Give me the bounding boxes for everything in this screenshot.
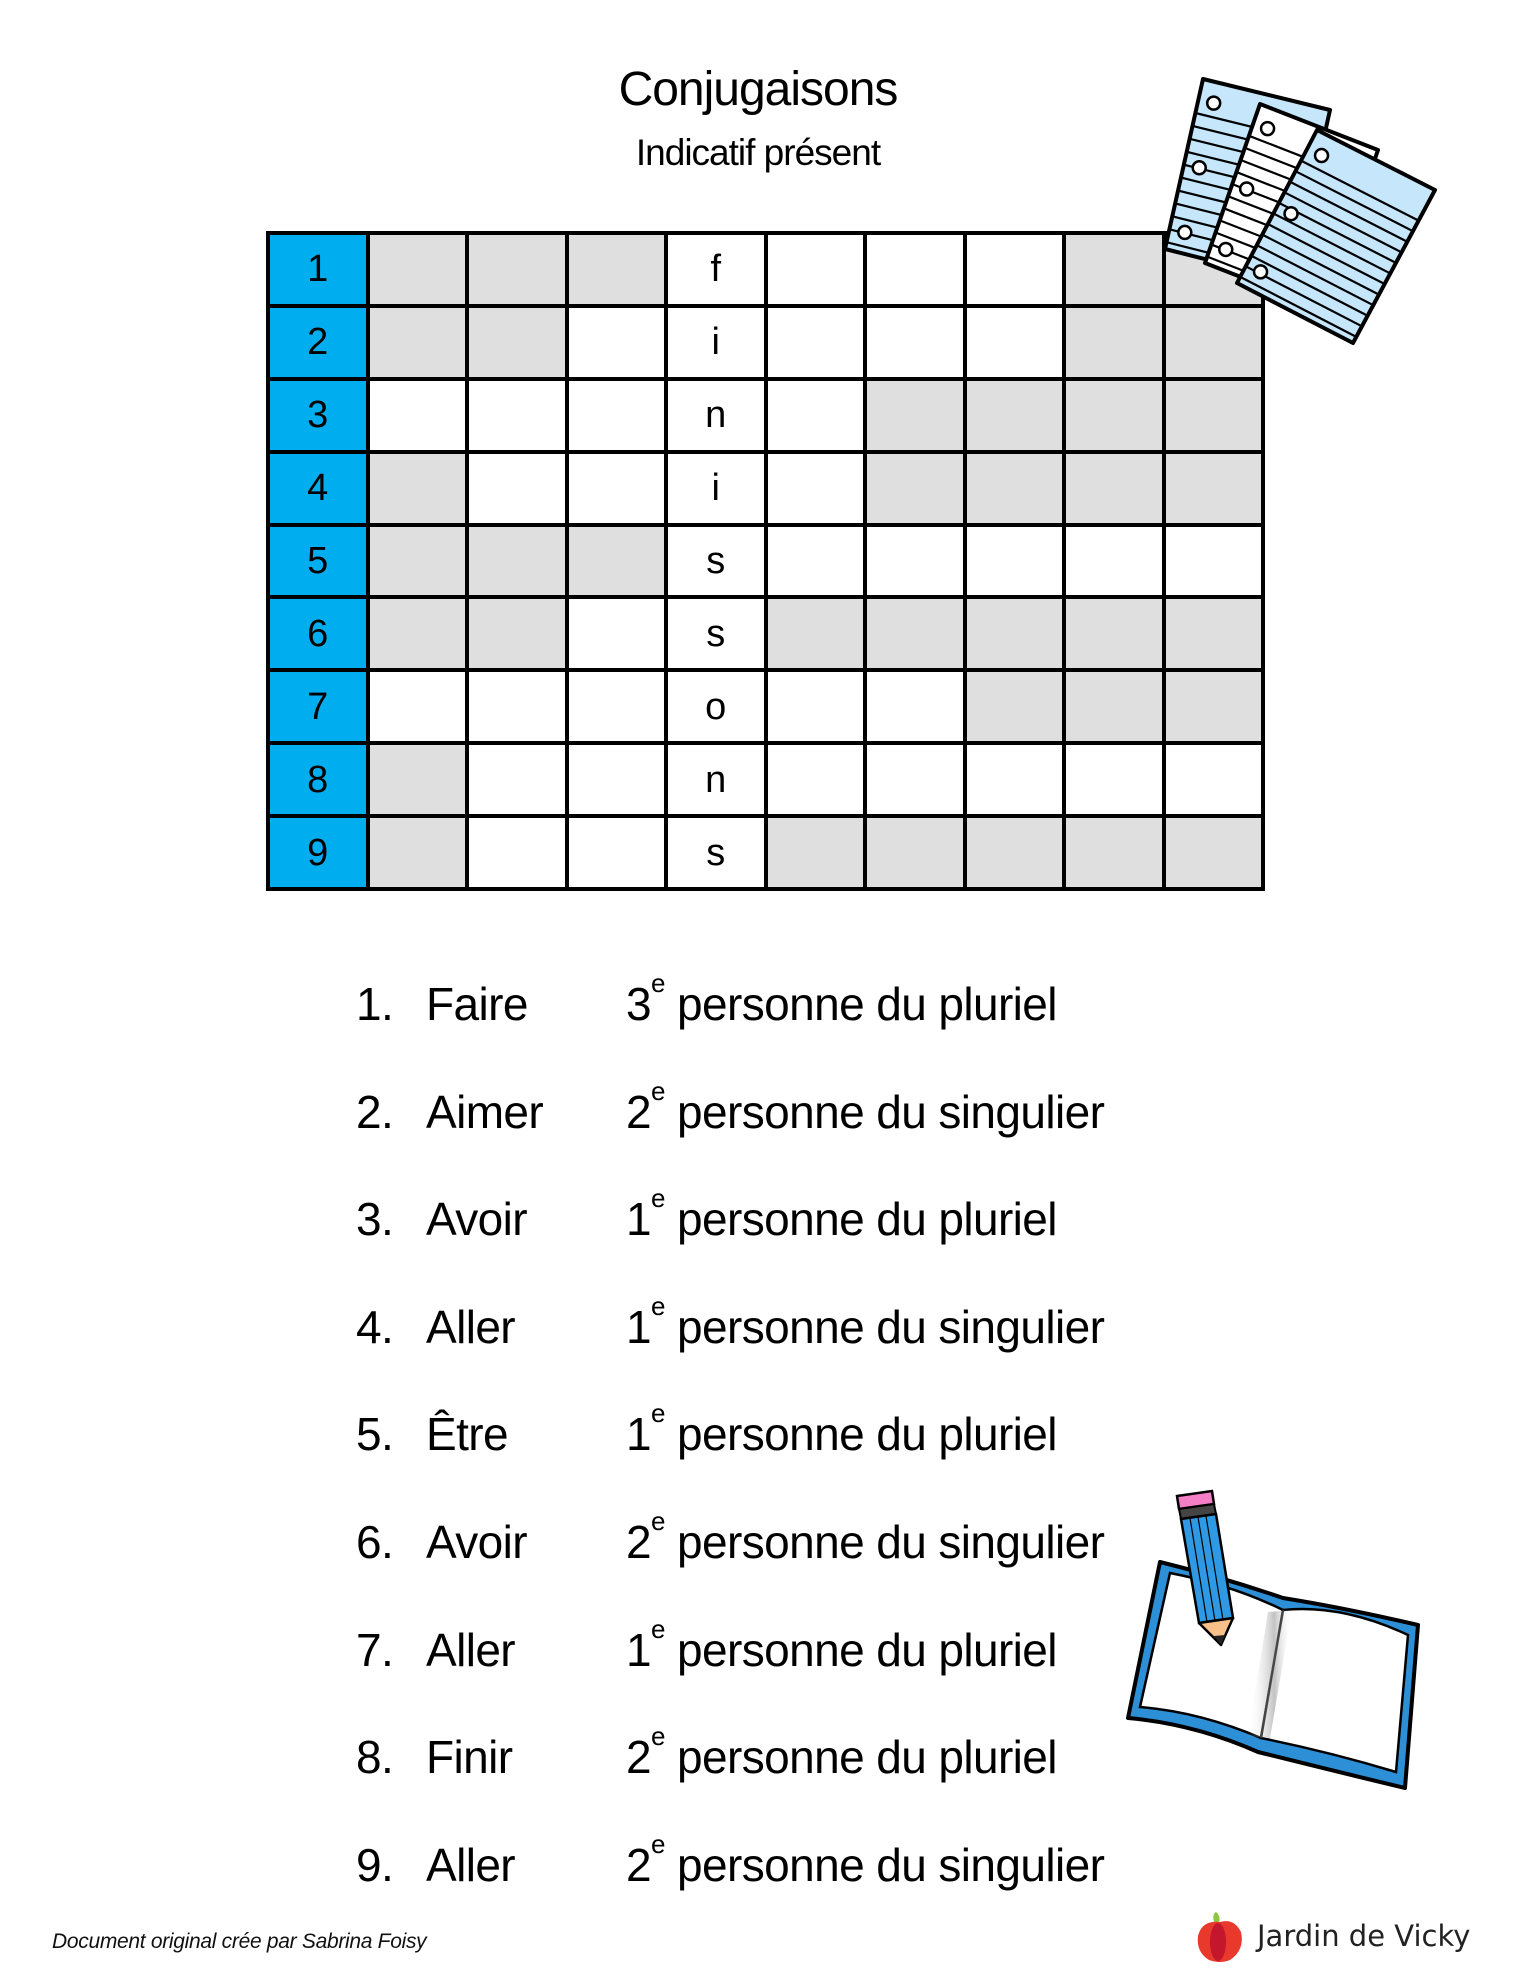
clue-number: 6. xyxy=(356,1516,394,1568)
clue-verb: Aimer xyxy=(426,1085,544,1138)
answer-cell[interactable] xyxy=(867,235,963,304)
row-number: 6 xyxy=(270,599,366,668)
given-letter-cell: n xyxy=(668,381,764,450)
clue-ordinal: 1 xyxy=(626,1193,651,1246)
blocked-cell xyxy=(867,454,963,523)
clue-item xyxy=(0,1398,1100,1461)
clue-item xyxy=(0,1828,1105,1892)
answer-cell[interactable] xyxy=(768,308,864,377)
row-number: 4 xyxy=(270,454,366,523)
page-title: Conjugaisons xyxy=(618,63,898,116)
given-letter-cell: s xyxy=(668,527,764,596)
clue-person xyxy=(626,1183,1057,1246)
blocked-cell xyxy=(370,308,466,377)
clue-ordinal: 2 xyxy=(626,1838,651,1891)
blocked-cell xyxy=(469,235,565,304)
answer-cell[interactable] xyxy=(1066,527,1162,596)
answer-cell[interactable] xyxy=(1166,527,1262,596)
answer-cell[interactable] xyxy=(469,454,565,523)
given-letter-cell: i xyxy=(668,454,764,523)
paper-hole xyxy=(1178,226,1191,239)
row-number: 1 xyxy=(270,235,366,304)
answer-cell[interactable] xyxy=(967,308,1063,377)
clue-number: 7. xyxy=(356,1623,394,1676)
answer-cell[interactable] xyxy=(469,672,565,741)
clue-verb: Aller xyxy=(426,1300,516,1353)
clue-person xyxy=(626,1398,1057,1461)
clue-item xyxy=(0,1183,1100,1246)
blocked-cell xyxy=(867,599,963,668)
clue-verb: Avoir xyxy=(426,1193,527,1246)
clue-person xyxy=(626,1721,1057,1784)
clue-person xyxy=(626,1290,1105,1353)
clue-person xyxy=(626,1613,1057,1676)
paper-hole xyxy=(1240,183,1253,196)
paper-hole xyxy=(1261,122,1274,135)
blocked-cell xyxy=(967,818,1063,887)
clue-ordinal-suffix: e xyxy=(650,1398,665,1429)
clue-item xyxy=(0,1613,1100,1677)
answer-cell[interactable] xyxy=(768,672,864,741)
clue-ordinal-suffix: e xyxy=(650,1506,665,1536)
clue-person-text: personne du singulier xyxy=(664,1838,1105,1891)
answer-cell[interactable] xyxy=(867,745,963,814)
blocked-cell xyxy=(867,381,963,450)
blocked-cell xyxy=(967,381,1063,450)
clue-ordinal-suffix: e xyxy=(650,1183,665,1214)
clue-ordinal: 1 xyxy=(626,1408,651,1461)
given-letter-cell: n xyxy=(668,745,764,814)
answer-cell[interactable] xyxy=(768,454,864,523)
clue-person-text: personne du pluriel xyxy=(664,978,1057,1030)
blocked-cell xyxy=(1066,818,1162,887)
clue-number: 3. xyxy=(356,1193,394,1246)
blocked-cell xyxy=(370,745,466,814)
open-book-with-pencil-icon xyxy=(1120,1480,1430,1800)
answer-cell[interactable] xyxy=(768,745,864,814)
answer-cell[interactable] xyxy=(1066,745,1162,814)
answer-cell[interactable] xyxy=(569,599,665,668)
clue-ordinal: 1 xyxy=(626,1300,651,1353)
blocked-cell xyxy=(1166,818,1262,887)
apple-icon xyxy=(1194,1910,1246,1964)
clue-ordinal: 3 xyxy=(626,978,651,1030)
clue-item xyxy=(0,1290,1105,1354)
row-number: 5 xyxy=(270,527,366,596)
clue-number: 9. xyxy=(356,1838,394,1891)
clue-person xyxy=(626,1075,1105,1138)
answer-cell[interactable] xyxy=(569,454,665,523)
answer-cell[interactable] xyxy=(1166,745,1262,814)
answer-cell[interactable] xyxy=(370,672,466,741)
apple-stripe xyxy=(1210,1923,1226,1961)
answer-cell[interactable] xyxy=(967,745,1063,814)
blocked-cell xyxy=(1066,381,1162,450)
answer-cell[interactable] xyxy=(768,235,864,304)
clue-number: 8. xyxy=(356,1731,394,1784)
clue-verb: Faire xyxy=(426,978,528,1030)
page-subtitle: Indicatif présent xyxy=(635,132,881,173)
answer-cell[interactable] xyxy=(967,235,1063,304)
blocked-cell xyxy=(967,672,1063,741)
blocked-cell xyxy=(1066,235,1162,304)
answer-cell[interactable] xyxy=(469,745,565,814)
clue-number: 2. xyxy=(356,1085,394,1138)
row-number: 2 xyxy=(270,308,366,377)
answer-cell[interactable] xyxy=(569,308,665,377)
answer-cell[interactable] xyxy=(867,527,963,596)
clue-person-text: personne du pluriel xyxy=(664,1408,1057,1461)
clue-item xyxy=(0,968,1100,1031)
answer-cell[interactable] xyxy=(569,672,665,741)
clue-ordinal: 2 xyxy=(626,1731,651,1784)
paper-hole xyxy=(1207,97,1220,110)
paper-hole xyxy=(1285,207,1298,220)
blocked-cell xyxy=(569,527,665,596)
clue-person-text: personne du singulier xyxy=(664,1516,1105,1568)
clue-ordinal-suffix: e xyxy=(650,1290,665,1321)
blocked-cell xyxy=(768,599,864,668)
answer-cell[interactable] xyxy=(768,381,864,450)
row-number: 8 xyxy=(270,745,366,814)
clue-person xyxy=(626,968,1057,1030)
clue-ordinal-suffix: e xyxy=(650,1613,665,1644)
clue-verb: Avoir xyxy=(426,1516,527,1568)
blocked-cell xyxy=(370,818,466,887)
answer-cell[interactable] xyxy=(867,672,963,741)
clue-number: 1. xyxy=(356,978,394,1030)
clue-verb: Finir xyxy=(426,1731,513,1784)
row-number: 9 xyxy=(270,818,366,887)
blocked-cell xyxy=(967,599,1063,668)
paper-hole xyxy=(1315,149,1328,162)
blocked-cell xyxy=(1066,599,1162,668)
answer-cell[interactable] xyxy=(469,381,565,450)
given-letter-cell: s xyxy=(668,818,764,887)
brand-name: Jardin de Vicky xyxy=(1257,1919,1471,1953)
blocked-cell xyxy=(1166,672,1262,741)
blocked-cell xyxy=(370,527,466,596)
clue-ordinal-suffix: e xyxy=(650,1828,665,1859)
clue-ordinal: 2 xyxy=(626,1085,651,1138)
crossword-grid xyxy=(266,231,1265,891)
blocked-cell xyxy=(1166,599,1262,668)
clue-ordinal-suffix: e xyxy=(650,968,665,998)
answer-cell[interactable] xyxy=(867,308,963,377)
clue-ordinal-suffix: e xyxy=(650,1721,665,1752)
clue-person-text: personne du pluriel xyxy=(664,1193,1057,1246)
blocked-cell xyxy=(469,527,565,596)
clue-item xyxy=(0,1075,1105,1139)
clue-number: 5. xyxy=(356,1408,394,1461)
answer-cell[interactable] xyxy=(370,381,466,450)
blocked-cell xyxy=(469,308,565,377)
blocked-cell xyxy=(1166,454,1262,523)
blocked-cell xyxy=(1066,308,1162,377)
answer-cell[interactable] xyxy=(569,818,665,887)
clue-number: 4. xyxy=(356,1300,394,1353)
clue-person xyxy=(626,1828,1105,1891)
given-letter-cell: o xyxy=(668,672,764,741)
clue-person xyxy=(626,1506,1105,1568)
answer-cell[interactable] xyxy=(967,527,1063,596)
apple-stem xyxy=(1213,1912,1219,1923)
blocked-cell xyxy=(569,235,665,304)
clue-verb: Être xyxy=(426,1408,508,1461)
blocked-cell xyxy=(370,599,466,668)
blocked-cell xyxy=(1166,381,1262,450)
clue-ordinal: 1 xyxy=(626,1623,651,1676)
paper-hole xyxy=(1254,265,1267,278)
given-letter-cell: i xyxy=(668,308,764,377)
clue-person-text: personne du pluriel xyxy=(664,1623,1057,1676)
clue-ordinal-suffix: e xyxy=(650,1075,665,1106)
answer-cell[interactable] xyxy=(569,745,665,814)
clue-person-text: personne du singulier xyxy=(664,1085,1105,1138)
answer-cell[interactable] xyxy=(569,381,665,450)
answer-cell[interactable] xyxy=(469,818,565,887)
blocked-cell xyxy=(370,235,466,304)
clue-verb: Aller xyxy=(426,1623,516,1676)
clue-verb: Aller xyxy=(426,1838,516,1891)
row-number: 3 xyxy=(270,381,366,450)
answer-cell[interactable] xyxy=(768,527,864,596)
blocked-cell xyxy=(768,818,864,887)
given-letter-cell: f xyxy=(668,235,764,304)
clue-ordinal: 2 xyxy=(626,1516,651,1568)
blocked-cell xyxy=(967,454,1063,523)
clue-item xyxy=(0,1506,1105,1569)
blocked-cell xyxy=(867,818,963,887)
footer-credit: Document original crée par Sabrina Foisy xyxy=(52,1930,427,1953)
clue-person-text: personne du pluriel xyxy=(664,1731,1057,1784)
paper-hole xyxy=(1193,161,1206,174)
clue-item xyxy=(0,1721,1100,1784)
blocked-cell xyxy=(1066,672,1162,741)
blocked-cell xyxy=(1066,454,1162,523)
blocked-cell xyxy=(469,599,565,668)
row-number: 7 xyxy=(270,672,366,741)
clue-person-text: personne du singulier xyxy=(664,1300,1105,1353)
blocked-cell xyxy=(370,454,466,523)
paper-hole xyxy=(1219,243,1232,256)
notebook-papers-icon xyxy=(1150,70,1450,360)
given-letter-cell: s xyxy=(668,599,764,668)
